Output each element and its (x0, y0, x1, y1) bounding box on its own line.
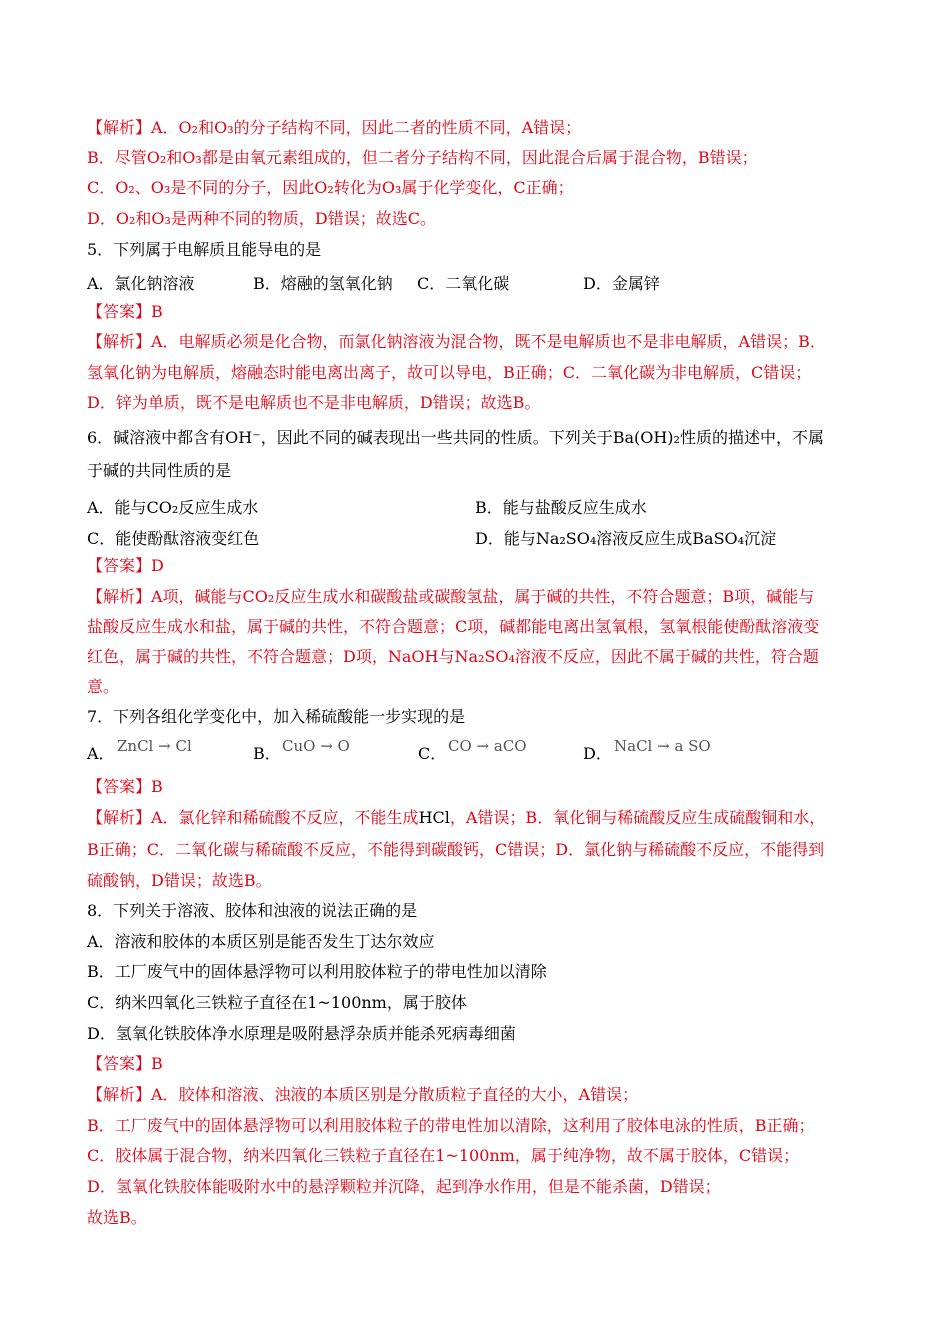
q7-option-d-label: D． (583, 744, 612, 763)
question-7: 7．下列各组化学变化中，加入稀硫酸能一步实现的是 (87, 707, 466, 726)
explanation-8-line1: 【解析】A．胶体和溶液、浊液的本质区别是分散质粒子直径的大小，A错误； (87, 1085, 639, 1104)
explanation-q4-b: B．尽管O₂和O₃都是由氧元素组成的，但二者分子结构不同，因此混合后属于混合物，B错误； (87, 148, 758, 167)
answer-7: 【答案】B (87, 777, 163, 796)
question-8: 8．下列关于溶液、胶体和浊液的说法正确的是 (87, 901, 418, 920)
explanation-5-line1: 【解析】A．电解质必须是化合物，而氯化钠溶液为混合物，既不是电解质也不是非电解质，A错误；B． (87, 332, 826, 351)
explanation-8-line2: B．工厂废气中的固体悬浮物可以利用胶体粒子的带电性加以清除，这利用了胶体电泳的性质，B正确； (87, 1116, 815, 1135)
q6-option-a: A．能与CO₂反应生成水 (87, 498, 259, 517)
answer-8: 【答案】B (87, 1054, 163, 1073)
q7-option-c-label: C． (418, 744, 447, 763)
q7-option-a-formula: ZnCl → Cl (117, 737, 192, 755)
q7-option-a-label: A． (87, 744, 115, 763)
explanation-7-text-c: ，A错误；B．氧化铜与稀硫酸反应生成硫酸铜和水， (449, 808, 826, 827)
q5-option-c: C．二氧化碳 (417, 274, 510, 293)
q6-option-c: C．能使酚酞溶液变红色 (87, 529, 260, 548)
q5-option-a: A．氯化钠溶液 (87, 274, 195, 293)
answer-5: 【答案】B (87, 302, 163, 321)
explanation-5-line3: D．锌为单质，既不是电解质也不是非电解质，D错误；故选B。 (87, 393, 541, 412)
hcl-formula: HCl (418, 808, 450, 827)
question-5: 5．下列属于电解质且能导电的是 (87, 240, 322, 259)
explanation-q4-d: D．O₂和O₃是两种不同的物质，D错误；故选C。 (87, 209, 436, 228)
explanation-7-text-a: 【解析】A．氯化锌和稀硫酸不反应，不能生成 (87, 808, 419, 827)
q7-option-d-formula: NaCl → a SO (614, 737, 711, 755)
q6-option-d: D．能与Na₂SO₄溶液反应生成BaSO₄沉淀 (475, 529, 777, 548)
q6-option-b: B．能与盐酸反应生成水 (475, 498, 647, 517)
question-6-line1: 6．碱溶液中都含有OH⁻，因此不同的碱表现出一些共同的性质。下列关于Ba(OH)₂性质的描述中，不属 (87, 428, 824, 447)
answer-6: 【答案】D (87, 556, 164, 575)
explanation-8-line5: 故选B。 (87, 1208, 147, 1227)
explanation-q4-c: C．O₂、O₃是不同的分子，因此O₂转化为O₃属于化学变化，C正确； (87, 178, 574, 197)
q7-option-c-formula: CO → aCO (448, 737, 527, 755)
explanation-6-line3: 红色，属于碱的共性，不符合题意；D项，NaOH与Na₂SO₄溶液不反应，因此不属于碱的共性，符合题 (87, 647, 819, 666)
q8-option-c: C．纳米四氧化三铁粒子直径在1~100nm，属于胶体 (87, 993, 467, 1012)
q7-option-b-label: B． (253, 744, 281, 763)
question-6-line2: 于碱的共同性质的是 (87, 461, 232, 480)
q7-option-b-formula: CuO → O (282, 737, 350, 755)
explanation-6-line2: 盐酸反应生成水和盐，属于碱的共性，不符合题意；C项，碱都能电离出氢氧根，氢氧根能使酚酞溶液变 (87, 617, 820, 636)
explanation-6-line1: 【解析】A项，碱能与CO₂反应生成水和碳酸盐或碳酸氢盐，属于碱的共性，不符合题意；B项，碱能与 (87, 587, 815, 606)
explanation-7-line3: 硫酸钠，D错误；故选B。 (87, 871, 272, 890)
q8-option-d: D．氢氧化铁胶体净水原理是吸附悬浮杂质并能杀死病毒细菌 (87, 1024, 516, 1043)
explanation-6-line4: 意。 (87, 677, 120, 696)
explanation-7-line2: B正确；C．二氧化碳与稀硫酸不反应，不能得到碳酸钙，C错误；D．氯化钠与稀硫酸不反应，不能得到 (87, 840, 825, 859)
explanation-8-line4: D．氢氧化铁胶体能吸附水中的悬浮颗粒并沉降，起到净水作用，但是不能杀菌，D错误； (87, 1177, 721, 1196)
explanation-7-line1 (87, 808, 867, 830)
q8-option-b: B．工厂废气中的固体悬浮物可以利用胶体粒子的带电性加以清除 (87, 962, 547, 981)
explanation-q4-a: 【解析】A．O₂和O₃的分子结构不同，因此二者的性质不同，A错误； (87, 118, 582, 137)
q5-option-d: D．金属锌 (583, 274, 660, 293)
q5-option-b: B．熔融的氢氧化钠 (253, 274, 393, 293)
explanation-5-line2: 氢氧化钠为电解质，熔融态时能电离出离子，故可以导电，B正确；C．二氧化碳为非电解质，C错误； (87, 363, 812, 382)
q8-option-a: A．溶液和胶体的本质区别是能否发生丁达尔效应 (87, 932, 435, 951)
explanation-8-line3: C．胶体属于混合物，纳米四氧化三铁粒子直径在1~100nm，属于纯净物，故不属于胶体，C错误； (87, 1146, 800, 1165)
